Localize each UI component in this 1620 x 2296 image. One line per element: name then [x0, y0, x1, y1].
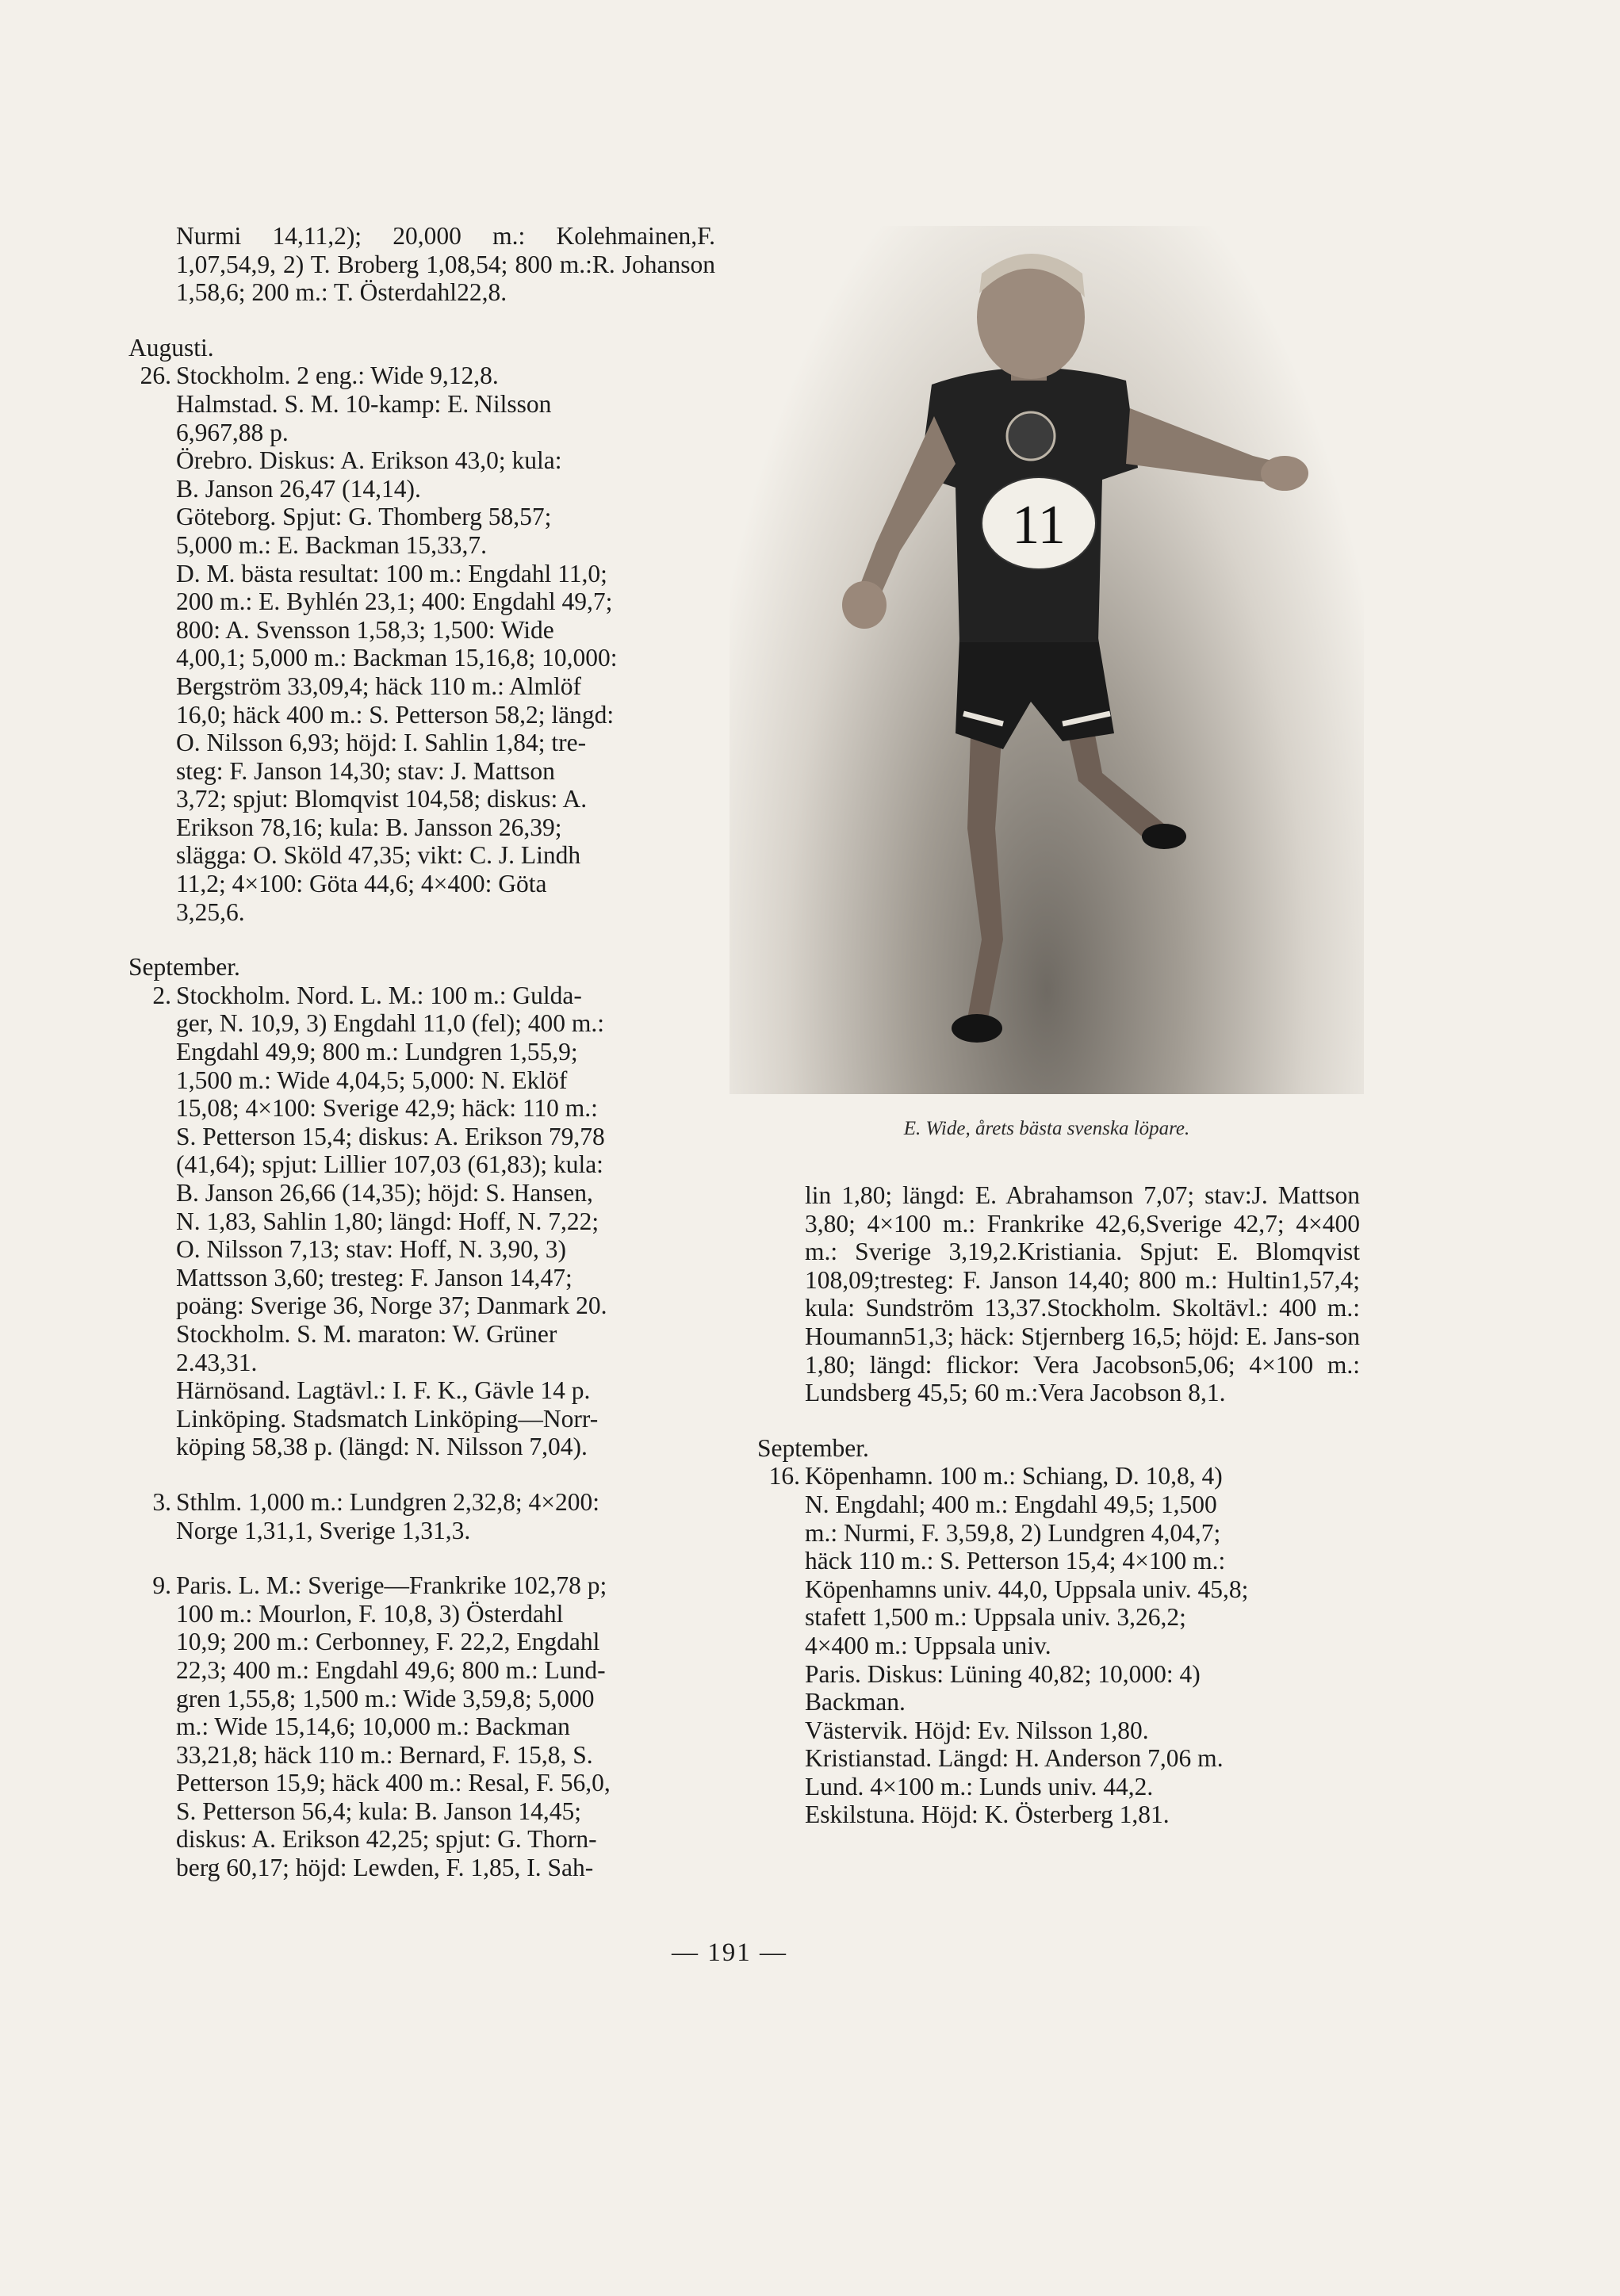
text-line: Köpenhamn. 100 m.: Schiang, D. 10,8, 4): [805, 1462, 1223, 1490]
text-line: diskus: A. Erikson 42,25; spjut: G. Thorn-: [176, 1825, 597, 1854]
text-line: steg: F. Janson 14,30; stav: J. Mattson: [176, 756, 555, 785]
entry-day: 26.: [140, 362, 171, 390]
text-line: Stockholm. 2 eng.: Wide 9,12,8.: [176, 362, 499, 390]
text-line: 3,72; spjut: Blomqvist 104,58; diskus: A.: [176, 785, 588, 813]
text-line: Köpenhamns univ. 44,0, Uppsala univ. 45,8;: [805, 1575, 1249, 1603]
text-line: Mattsson 3,60; tresteg: F. Janson 14,47;: [176, 1263, 573, 1292]
text-line: Linköping. Stadsmatch Linköping—Norr-: [176, 1404, 599, 1433]
text-line: 200 m.: E. Byhlén 23,1; 400: Engdahl 49,7;: [176, 587, 613, 616]
text-line: stafett 1,500 m.: Uppsala univ. 3,26,2;: [805, 1603, 1186, 1632]
right-text-column: [757, 1181, 1360, 1856]
text-line: 16,0; häck 400 m.: S. Petterson 58,2; längd:: [176, 700, 615, 729]
text-line: 1,500 m.: Wide 4,04,5; 5,000: N. Eklöf: [176, 1066, 568, 1094]
date-entry: [128, 1571, 715, 1882]
text-line: Vera Jacobson 8,1.: [1038, 1379, 1226, 1407]
text-line: Västervik. Höjd: Ev. Nilsson 1,80.: [805, 1716, 1149, 1744]
text-line: Stockholm. Skoltävl.: 400 m.: Houmann: [805, 1294, 1360, 1350]
text-line: 100 m.: Mourlon, F. 10,8, 3) Österdahl: [176, 1599, 564, 1628]
text-line: 22,3; 400 m.: Engdahl 49,6; 800 m.: Lund-: [176, 1655, 606, 1684]
text-line: Norge 1,31,1, Sverige 1,31,3.: [176, 1516, 471, 1544]
date-entry: [757, 1462, 1360, 1829]
text-line: 4,00,1; 5,000 m.: Backman 15,16,8; 10,000:: [176, 644, 618, 672]
runner-photo: [730, 226, 1364, 1094]
photo-caption: E. Wide, årets bästa svenska löpare.: [903, 1118, 1190, 1139]
text-line: 3,25,6.: [176, 897, 245, 926]
month-heading: September.: [757, 1433, 869, 1462]
text-line: Kristianstad. Längd: H. Anderson 7,06 m.: [805, 1744, 1224, 1773]
text-line: S. Petterson 56,4; kula: B. Janson 14,45;: [176, 1797, 581, 1825]
continued-paragraph: [757, 1181, 1360, 1407]
text-line: O. Nilsson 7,13; stav: Hoff, N. 3,90, 3): [176, 1235, 567, 1264]
text-line: Stockholm. Nord. L. M.: 100 m.: Gulda-: [176, 981, 582, 1009]
month-heading: September.: [128, 953, 240, 982]
text-line: 1,57,4; kula: Sundström 13,37.: [805, 1265, 1360, 1322]
text-line: köping 58,38 p. (längd: N. Nilsson 7,04).: [176, 1433, 588, 1461]
entry-day: 3.: [152, 1487, 171, 1516]
text-line: Bergström 33,09,4; häck 110 m.: Almlöf: [176, 672, 581, 700]
text-line: O. Nilsson 6,93; höjd: I. Sahlin 1,84; tre-: [176, 729, 587, 757]
text-line: 15,08; 4×100: Sverige 42,9; häck: 110 m.:: [176, 1094, 598, 1123]
text-line: Sverige 42,7; 4×400 m.: Sverige 3,19,2.: [805, 1209, 1360, 1266]
text-line: 33,21,8; häck 110 m.: Bernard, F. 15,8, S.: [176, 1740, 593, 1769]
text-line: Härnösand. Lagtävl.: I. F. K., Gävle 14 p.: [176, 1376, 591, 1405]
text-line: Kristiania. Spjut: E. Blomqvist 108,09;: [805, 1238, 1360, 1294]
text-line: 5,06; 4×100 m.: Lundsberg 45,5; 60 m.:: [805, 1350, 1360, 1407]
entry-day: 9.: [152, 1571, 171, 1600]
date-entry: [128, 1488, 715, 1544]
text-line: poäng: Sverige 36, Norge 37; Danmark 20.: [176, 1292, 607, 1320]
entry-day: 2.: [152, 981, 171, 1009]
text-line: 22,8.: [457, 278, 507, 307]
text-line: S. Petterson 15,4; diskus: A. Erikson 79,78: [176, 1122, 605, 1150]
text-line: 2.43,31.: [176, 1348, 258, 1376]
left-text-column: [128, 222, 715, 1909]
text-line: m.: Nurmi, F. 3,59,8, 2) Lundgren 4,04,7;: [805, 1518, 1221, 1547]
runner-illustration: [730, 226, 1364, 1094]
text-line: (41,64); spjut: Lillier 107,03 (61,83); kula:: [176, 1150, 603, 1179]
text-line: m.: Wide 15,14,6; 10,000 m.: Backman: [176, 1712, 570, 1741]
text-line: 800: A. Svensson 1,58,3; 1,500: Wide: [176, 615, 554, 644]
text-line: 5,000 m.: E. Backman 15,33,7.: [176, 530, 487, 559]
text-line: son 1,80; längd: flickor: Vera Jacobson: [805, 1322, 1360, 1379]
text-line: häck 110 m.: S. Petterson 15,4; 4×100 m.:: [805, 1547, 1226, 1575]
text-line: B. Janson 26,47 (14,14).: [176, 474, 421, 503]
text-line: B. Janson 26,66 (14,35); höjd: S. Hansen,: [176, 1179, 593, 1207]
text-line: Lund. 4×100 m.: Lunds univ. 44,2.: [805, 1772, 1154, 1800]
text-line: Eskilstuna. Höjd: K. Österberg 1,81.: [805, 1800, 1170, 1829]
text-line: 4×400 m.: Uppsala univ.: [805, 1631, 1051, 1659]
text-line: Stockholm. S. M. maraton: W. Grüner: [176, 1319, 557, 1348]
bib-number: 11: [1012, 495, 1066, 556]
text-line: Sthlm. 1,000 m.: Lundgren 2,32,8; 4×200:: [176, 1487, 600, 1516]
text-line: 6,967,88 p.: [176, 418, 289, 446]
text-line: Göteborg. Spjut: G. Thomberg 58,57;: [176, 503, 552, 531]
text-line: 10,9; 200 m.: Cerbonney, F. 22,2, Engdahl: [176, 1628, 600, 1656]
text-line: Paris. Diskus: Lüning 40,82; 10,000: 4): [805, 1659, 1201, 1688]
text-line: R. Johanson 1,58,6; 200 m.: T. Österdahl: [176, 250, 715, 307]
text-line: N. 1,83, Sahlin 1,80; längd: Hoff, N. 7,22;: [176, 1207, 599, 1235]
date-entry: [128, 362, 715, 926]
date-entry: [128, 982, 715, 1461]
text-line: Örebro. Diskus: A. Erikson 43,0; kula:: [176, 446, 562, 475]
text-line: tresteg: F. Janson 14,40; 800 m.: Hultin: [880, 1265, 1291, 1294]
text-line: slägga: O. Sköld 47,35; vikt: C. J. Lindh: [176, 841, 581, 870]
page-number: — 191 —: [672, 1938, 787, 1967]
text-line: gren 1,55,8; 1,500 m.: Wide 3,59,8; 5,000: [176, 1684, 595, 1712]
text-line: Halmstad. S. M. 10-kamp: E. Nilsson: [176, 389, 552, 418]
text-line: J. Mattson 3,80; 4×100 m.: Frankrike 42,6,: [805, 1181, 1360, 1238]
text-line: 51,3; häck: Stjernberg 16,5; höjd: E. Jans-: [903, 1322, 1326, 1350]
text-line: 11,2; 4×100: Göta 44,6; 4×400: Göta: [176, 870, 547, 898]
text-line: Engdahl 49,9; 800 m.: Lundgren 1,55,9;: [176, 1038, 578, 1066]
month-heading: Augusti.: [128, 333, 214, 362]
text-line: berg 60,17; höjd: Lewden, F. 1,85, I. Sah-: [176, 1854, 594, 1882]
text-line: F. 1,07,54,9, 2) T. Broberg 1,08,54; 800 m.:: [176, 222, 715, 278]
text-line: Nurmi 14,11,2); 20,000 m.: Kolehmainen,: [176, 222, 698, 250]
entry-day: 16.: [768, 1462, 800, 1490]
continued-paragraph: [128, 222, 715, 307]
text-line: Backman.: [805, 1688, 906, 1716]
text-line: N. Engdahl; 400 m.: Engdahl 49,5; 1,500: [805, 1490, 1217, 1518]
text-line: Petterson 15,9; häck 400 m.: Resal, F. 56,0,: [176, 1769, 611, 1797]
text-line: Erikson 78,16; kula: B. Jansson 26,39;: [176, 813, 562, 841]
text-line: D. M. bästa resultat: 100 m.: Engdahl 11,0;: [176, 559, 607, 587]
text-line: ger, N. 10,9, 3) Engdahl 11,0 (fel); 400 m.:: [176, 1009, 604, 1038]
text-line: Paris. L. M.: Sverige—Frankrike 102,78 p;: [176, 1571, 607, 1600]
text-line: lin 1,80; längd: E. Abrahamson 7,07; stav:: [805, 1181, 1252, 1209]
